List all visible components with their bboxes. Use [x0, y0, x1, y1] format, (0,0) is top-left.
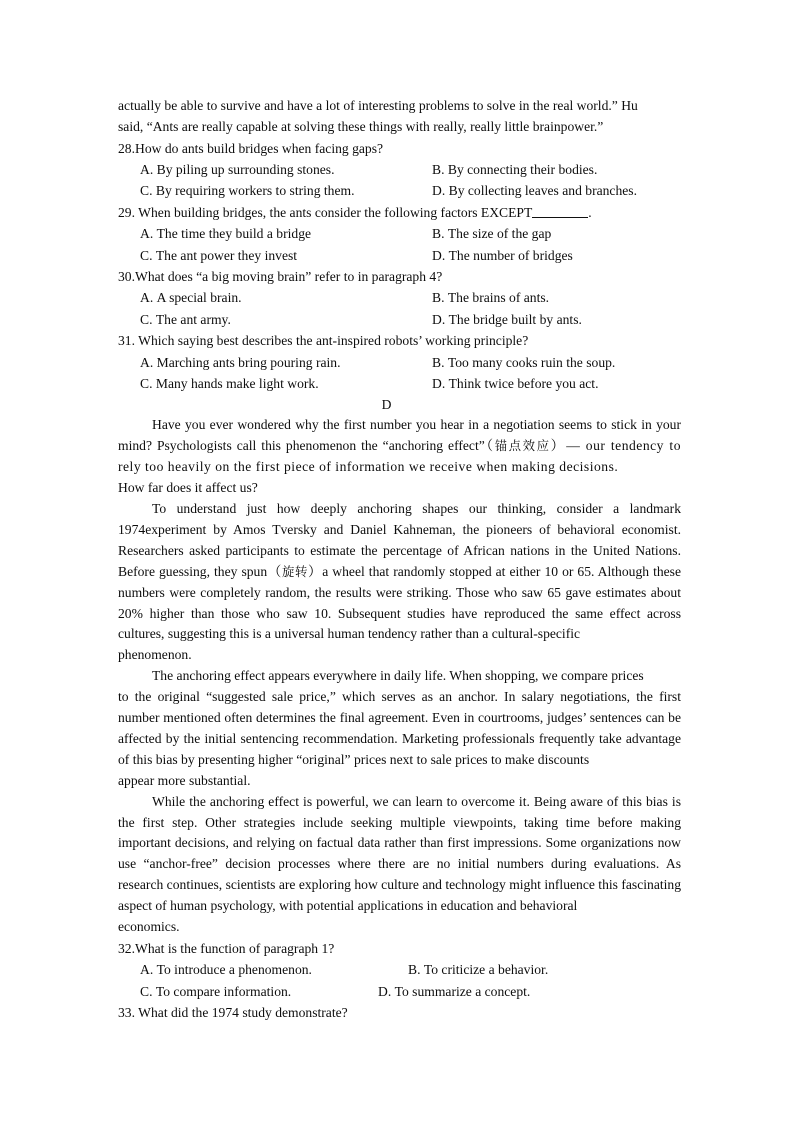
option-label: D. — [432, 183, 446, 199]
option-text: To introduce a phenomenon. — [156, 962, 312, 978]
passage-d-paragraph-2 — [118, 499, 681, 645]
question-31-options-row-2 — [118, 373, 681, 394]
paragraph-1-chinese-gloss: 锚点效应 — [494, 438, 551, 454]
option-label: C. — [140, 247, 153, 263]
option-text: Many hands make light work. — [155, 375, 319, 391]
option-text: The ant power they invest — [155, 247, 298, 263]
question-29-option-c[interactable] — [140, 245, 297, 266]
question-30 — [118, 266, 681, 330]
question-28-option-d[interactable] — [432, 180, 637, 201]
paragraph-1-part-2: ）— our tendency to rely too heavily on the first piece of information we receive when making decisions. — [118, 438, 681, 475]
question-29-number: 29. — [118, 204, 135, 220]
question-32-option-a[interactable] — [140, 959, 312, 980]
passage-d-paragraph-1 — [118, 415, 681, 478]
option-text: A special brain. — [156, 290, 242, 306]
question-29-stem — [118, 202, 681, 223]
option-label: C. — [140, 983, 153, 999]
question-29-options-row-2 — [118, 245, 681, 266]
option-text: The brains of ants. — [447, 290, 550, 306]
option-label: B. — [432, 226, 445, 242]
paragraph-1-part-1: Have you ever wondered why the first number you hear in a negotiation seems to stick in your mind? Psychologists call this phenomenon the “anchoring effect”（ — [118, 417, 681, 454]
option-text: Too many cooks ruin the soup. — [447, 354, 616, 370]
question-28-options-row-2 — [118, 180, 681, 201]
passage-d-paragraph-3-body: to the original “suggested sale price,” which serves as an anchor. In salary negotiations, the first number mentioned often determines the final agreement. Even in courtrooms, judges’ sentences can be affected by the initial sentencing recommendation. Marketing professionals frequently take advantage of this bias by presenting higher “original” prices next to sale prices to make discounts — [118, 689, 681, 767]
question-33-text: What did the 1974 study demonstrate? — [135, 1005, 348, 1021]
option-text: By piling up surrounding stones. — [156, 162, 335, 177]
question-29-text: When building bridges, the ants consider the following factors EXCEPT — [135, 204, 533, 220]
passage-c-continuation — [118, 96, 681, 138]
option-label: A. — [140, 962, 154, 978]
question-33-number: 33. — [118, 1005, 135, 1021]
question-28-stem — [118, 138, 681, 159]
question-32-option-d[interactable] — [378, 981, 530, 1002]
passage-d-paragraph-1-last-line: How far does it affect us? — [118, 480, 258, 496]
question-32 — [118, 938, 681, 1002]
question-29-option-d[interactable] — [432, 245, 573, 266]
question-30-options-row-1 — [118, 287, 681, 308]
question-28-option-a[interactable] — [140, 159, 334, 180]
continuation-line-1: actually be able to survive and have a lot of interesting problems to solve in the real world.” Hu — [118, 98, 638, 113]
question-31-option-b[interactable] — [432, 352, 615, 373]
option-text: The size of the gap — [447, 226, 552, 242]
passage-d-paragraph-4: While the anchoring effect is powerful, we can learn to overcome it. Being aware of this bias is the first step. Other strategies include seeking multiple viewpoints, taking time before making important decisions, and relying on factual data rather than first impressions. Some organizations now use “anchor-free” decision processes where there are no initial numbers during evaluations. As research continues, scientists are exploring how culture and technology might influence this fascinating aspect of human psychology, with potential applications in education and behavioral — [118, 793, 681, 914]
option-text: By requiring workers to string them. — [155, 183, 355, 199]
question-29 — [118, 202, 681, 266]
option-label: A. — [140, 290, 154, 306]
question-30-stem — [118, 266, 681, 287]
option-label: A. — [140, 354, 154, 370]
option-label: A. — [140, 226, 154, 242]
question-29-options-row-1 — [118, 223, 681, 244]
question-29-option-b[interactable] — [432, 223, 551, 244]
option-text: To compare information. — [155, 983, 292, 999]
option-label: B. — [432, 354, 445, 370]
option-text: The bridge built by ants. — [448, 311, 582, 327]
question-28-options-row-1 — [118, 159, 681, 180]
passage-d-paragraph-3-first-line: The anchoring effect appears everywhere in daily life. When shopping, we compare prices — [152, 668, 644, 684]
question-32-option-b[interactable] — [408, 959, 548, 980]
option-text: The ant army. — [155, 311, 231, 327]
question-31-stem — [118, 330, 681, 351]
question-30-options-row-2 — [118, 309, 681, 330]
question-30-option-a[interactable] — [140, 287, 242, 308]
option-label: C. — [140, 375, 153, 391]
paragraph-2-part-1: To understand just how deeply anchoring shapes our thinking, consider a landmark 1974experiment by Amos Tversky and Daniel Kahneman, the pioneers of behavioral economist. Researchers asked participants to estimate the percentage of African nations in the United Nations. Before guessing, they spun（ — [118, 500, 681, 579]
option-text: By collecting leaves and branches. — [448, 183, 637, 199]
option-text: The time they build a bridge — [156, 226, 312, 242]
question-32-stem — [118, 938, 681, 959]
question-29-text-end: . — [588, 204, 592, 220]
paragraph-2-part-2: ）a wheel that randomly stopped at either 10 or 65. Although these numbers were completely random, the results were striking. Those who saw 65 gave estimates about 20% higher than those who saw 10. Subsequent studies have reproduced the same effect across cultures, suggesting this is a universal human tendency rather than a cultural-specific — [118, 563, 681, 642]
option-label: B. — [432, 290, 445, 306]
question-31-options-row-1 — [118, 352, 681, 373]
question-29-option-a[interactable] — [140, 223, 311, 244]
answer-blank[interactable] — [532, 217, 588, 218]
passage-d-label: D — [381, 397, 392, 413]
option-label: D. — [378, 983, 392, 999]
question-30-number: 30. — [118, 268, 135, 284]
question-31-number: 31. — [118, 333, 135, 349]
question-28-text: How do ants build bridges when facing gaps? — [135, 140, 384, 156]
continuation-line-2: said, “Ants are really capable at solving these things with really, really little brainpower.” — [118, 118, 604, 134]
option-label: B. — [432, 162, 445, 177]
question-32-options-row-1 — [118, 959, 681, 980]
question-30-option-d[interactable] — [432, 309, 582, 330]
question-33 — [118, 1002, 681, 1023]
question-31 — [118, 330, 681, 394]
question-31-option-a[interactable] — [140, 352, 340, 373]
question-28-option-b[interactable] — [432, 159, 597, 180]
option-label: C. — [140, 183, 153, 199]
passage-d-paragraph-4-last-line: economics. — [118, 919, 180, 935]
question-31-text: Which saying best describes the ant-inspired robots’ working principle? — [135, 333, 529, 349]
question-30-option-b[interactable] — [432, 287, 549, 308]
option-text: Think twice before you act. — [448, 375, 599, 391]
question-28 — [118, 138, 681, 202]
passage-d-paragraph-2-last-line: phenomenon. — [118, 647, 192, 663]
option-text: By connecting their bodies. — [447, 162, 598, 177]
option-text: Marching ants bring pouring rain. — [156, 354, 341, 370]
option-label: A. — [140, 162, 154, 177]
paragraph-2-chinese-gloss: 旋转 — [281, 563, 309, 579]
question-32-number: 32. — [118, 941, 135, 956]
question-28-option-c[interactable] — [140, 180, 354, 201]
question-33-stem — [118, 1002, 681, 1023]
document-page — [118, 96, 681, 1024]
question-31-option-c[interactable] — [140, 373, 319, 394]
option-text: To summarize a concept. — [394, 983, 531, 999]
option-label: D. — [432, 375, 446, 391]
question-32-text: What is the function of paragraph 1? — [135, 941, 335, 956]
question-30-option-c[interactable] — [140, 309, 231, 330]
option-label: D. — [432, 247, 446, 263]
question-30-text: What does “a big moving brain” refer to in paragraph 4? — [135, 268, 443, 284]
question-28-number: 28. — [118, 140, 135, 156]
option-text: To criticize a behavior. — [423, 962, 549, 978]
option-label: D. — [432, 311, 446, 327]
passage-d-paragraph-3-last-line: appear more substantial. — [118, 772, 251, 788]
question-31-option-d[interactable] — [432, 373, 598, 394]
option-text: The number of bridges — [448, 247, 573, 263]
question-32-options-row-2 — [118, 981, 681, 1002]
question-32-option-c[interactable] — [140, 981, 291, 1002]
option-label: B. — [408, 962, 421, 978]
option-label: C. — [140, 311, 153, 327]
